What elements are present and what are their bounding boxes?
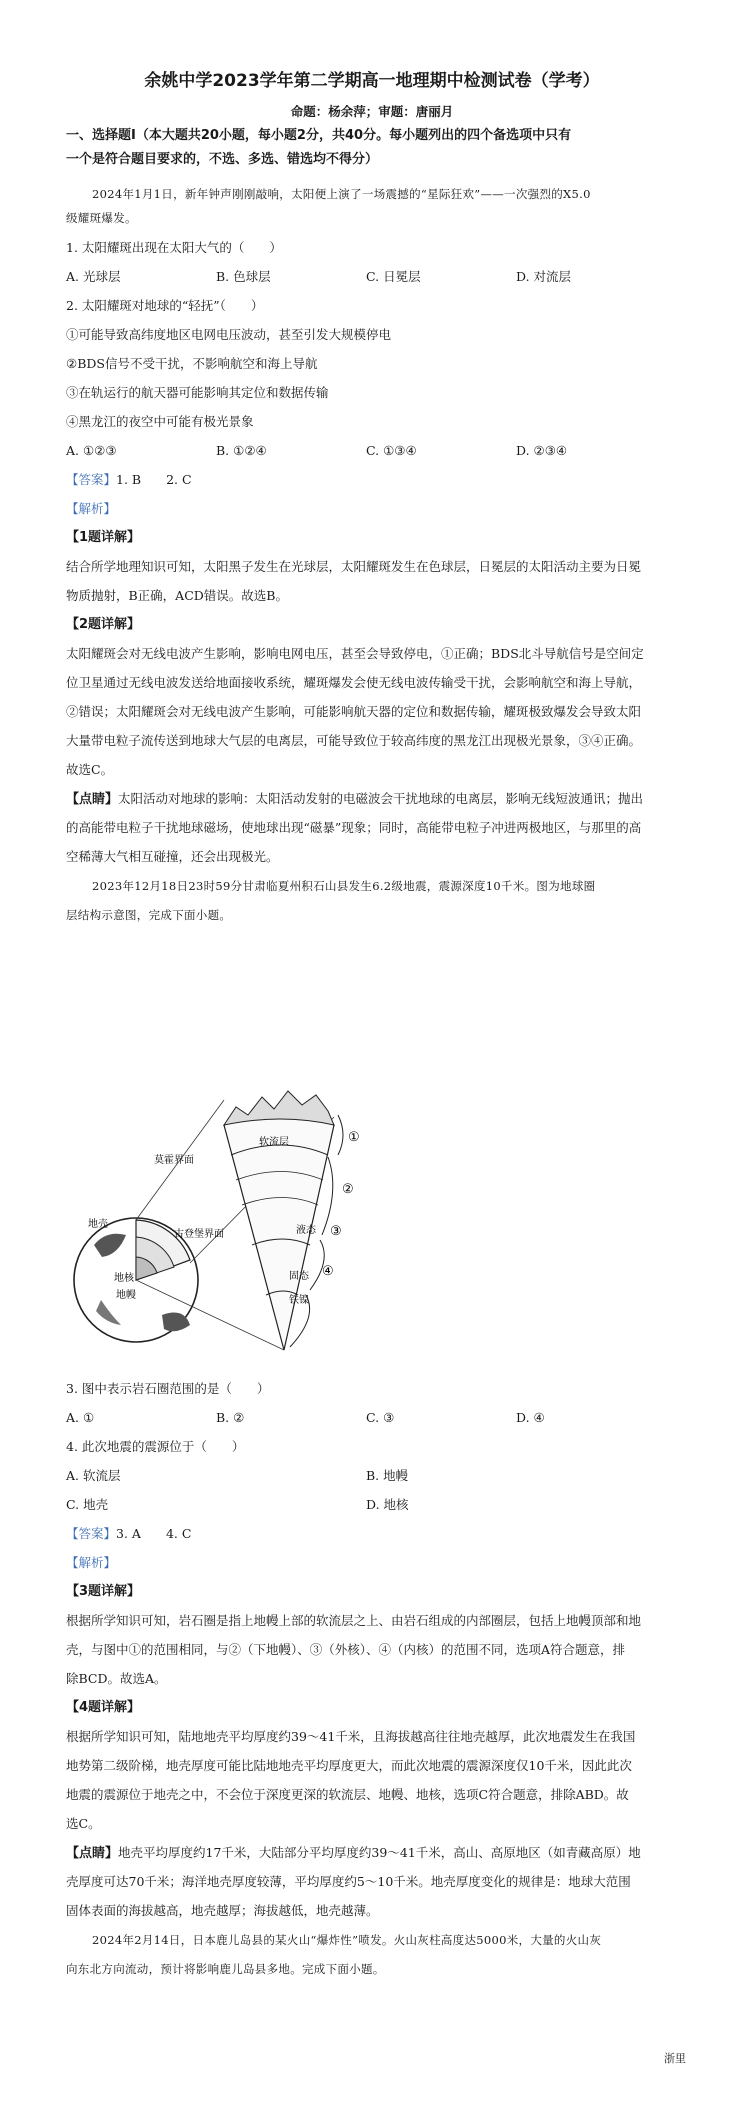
answer-line: [66, 1526, 686, 1542]
passage-intro: 2023年12月18日23时59分甘肃临夏州积石山县发生6.2级地震，震源深度10千米。图为地球圈: [92, 879, 596, 893]
q2-statement-3: ③在轨运行的航天器可能影响其定位和数据传输: [66, 385, 329, 400]
tip-text: 太阳活动对地球的影响：太阳活动发射的电磁波会干扰地球的电离层，影响无线短波通讯；抛出: [118, 791, 644, 806]
detail-2-line: 大量带电粒子流传送到地球大气层的电离层，可能导致位于较高纬度的黑龙江出现极光景象，③④正确。: [66, 733, 642, 748]
answer-tag: 【答案】: [66, 1526, 117, 1541]
exam-title: 余姚中学2023学年第二学期高一地理期中检测试卷（学考）: [144, 71, 600, 91]
tip-line: 空稀薄大气相互碰撞，还会出现极光。: [66, 849, 279, 864]
passage-intro: 2024年1月1日，新年钟声刚刚敲响，太阳便上演了一场震撼的“星际狂欢”——一次强烈的X5.0: [92, 187, 591, 201]
question-3: 3. 图中表示岩石圈范围的是（ ）: [66, 1381, 270, 1396]
bracket-1: [338, 1115, 343, 1155]
label-solid: 固态: [289, 1271, 309, 1282]
q2-option-d: D. ②③④: [516, 443, 568, 458]
tip-line: [66, 791, 686, 808]
detail-4-line: 选C。: [66, 1816, 101, 1831]
q4-option-d: D. 地核: [366, 1497, 409, 1512]
detail-2-line: 太阳耀斑会对无线电波产生影响，影响电网电压，甚至会导致停电，①正确；BDS北斗导航信号是空间定: [66, 646, 644, 661]
label-core: 地核: [114, 1273, 134, 1284]
q4-option-a: A. 软流层: [66, 1468, 121, 1483]
marker-2: ②: [342, 1182, 354, 1197]
tip-tag: 【点睛】: [66, 1846, 119, 1861]
detail-4-line: 地震的震源位于地壳之中，不会位于深度更深的软流层、地幔、地核，选项C符合题意，排除ABD。故: [66, 1787, 629, 1802]
q1-option-c: C. 日冕层: [366, 269, 421, 284]
q2-option-c: C. ①③④: [366, 443, 417, 458]
earth-structure-diagram: [66, 1085, 486, 1365]
exam-byline: 命题：杨余萍；审题：唐丽月: [290, 104, 454, 119]
answer-value: 3. A 4. C: [116, 1526, 192, 1541]
q1-option-a: A. 光球层: [66, 269, 121, 284]
passage-intro-cont: 级耀斑爆发。: [66, 211, 137, 225]
passage-intro-cont: 向东北方向流动，预计将影响鹿儿岛县多地。完成下面小题。: [66, 1962, 385, 1976]
q3-option-a: A. ①: [66, 1410, 95, 1425]
marker-1: ①: [348, 1130, 360, 1145]
detail-1-line: 结合所学地理知识可知，太阳黑子发生在光球层，太阳耀斑发生在色球层，日冕层的太阳活动主要为日冕: [66, 559, 642, 574]
question-4: 4. 此次地震的震源位于（ ）: [66, 1439, 245, 1454]
q2-statement-1: ①可能导致高纬度地区电网电压波动，甚至引发大规模停电: [66, 327, 392, 342]
tip-line: 的高能带电粒子干扰地球磁场，使地球出现“磁暴”现象；同时，高能带电粒子冲进两极地区，与那里的高: [66, 820, 642, 835]
label-liquid: 液态: [296, 1225, 316, 1236]
question-1: 1. 太阳耀斑出现在太阳大气的（ ）: [66, 240, 282, 255]
q1-option-b: B. 色球层: [216, 269, 271, 284]
detail-3-line: 壳，与图中①的范围相同，与②（下地幔）、③（外核）、④（内核）的范围不同，选项A符合题意，排: [66, 1642, 626, 1657]
label-gutenberg: 古登堡界面: [174, 1229, 224, 1240]
detail-2-line: 位卫星通过无线电波发送给地面接收系统，耀斑爆发会使无线电波传输受干扰，会影响航空和海上导航，: [66, 675, 642, 690]
detail-3-tag: 【3题详解】: [66, 1584, 141, 1599]
question-2: 2. 太阳耀斑对地球的“轻抚”（ ）: [66, 298, 264, 313]
tip-tag: 【点睛】: [66, 792, 119, 807]
analysis-tag: 【解析】: [66, 1555, 117, 1570]
section-heading: 一、选择题Ⅰ（本大题共20小题，每小题2分，共40分。每小题列出的四个备选项中只有: [66, 128, 572, 143]
detail-2-tag: 【2题详解】: [66, 617, 141, 632]
label-iron-nickel: 铁镍: [289, 1295, 309, 1306]
q2-option-a: A. ①②③: [66, 443, 117, 458]
q2-option-b: B. ①②④: [216, 443, 267, 458]
detail-1-line: 物质抛射，B正确，ACD错误。故选B。: [66, 588, 288, 603]
section-heading-cont: 一个是符合题目要求的，不选、多选、错选均不得分）: [66, 152, 379, 167]
detail-4-line: 地势第二级阶梯，地壳厚度可能比陆地地壳平均厚度更大，而此次地震的震源深度仅10千米，因此此次: [66, 1758, 632, 1773]
q4-option-b: B. 地幔: [366, 1468, 409, 1483]
q4-option-c: C. 地壳: [66, 1497, 109, 1512]
q2-statement-4: ④黑龙江的夜空中可能有极光景象: [66, 414, 254, 429]
detail-3-line: 根据所学知识可知，岩石圈是指上地幔上部的软流层之上、由岩石组成的内部圈层，包括上地幔顶部和地: [66, 1613, 642, 1628]
analysis-tag: 【解析】: [66, 501, 117, 516]
label-crust-globe: 地壳: [88, 1219, 108, 1230]
marker-3: ③: [330, 1224, 342, 1239]
q3-option-c: C. ③: [366, 1410, 395, 1425]
q3-option-b: B. ②: [216, 1410, 245, 1425]
label-mantle: 地幔: [116, 1290, 136, 1301]
label-asthenosphere: 软流层: [259, 1137, 289, 1148]
tip-line: 固体表面的海拔越高，地壳越厚；海拔越低，地壳越薄。: [66, 1903, 379, 1918]
detail-2-line: ②错误；太阳耀斑会对无线电波产生影响，可能影响航天器的定位和数据传输，耀斑极致爆发会导致太阳: [66, 704, 642, 719]
passage-intro: 2024年2月14日，日本鹿儿岛县的某火山“爆炸性”喷发。火山灰柱高度达5000米，大量的火山灰: [92, 1933, 602, 1947]
q2-statement-2: ②BDS信号不受干扰，不影响航空和海上导航: [66, 356, 318, 371]
passage-intro-cont: 层结构示意图，完成下面小题。: [66, 908, 232, 922]
tip-text: 地壳平均厚度约17千米，大陆部分平均厚度约39～41千米，高山、高原地区（如青藏高原）地: [118, 1845, 641, 1860]
page-footer: 浙里: [664, 2052, 686, 2065]
detail-2-line: 故选C。: [66, 762, 114, 777]
answer-tag: 【答案】: [66, 472, 117, 487]
answer-line: [66, 472, 686, 488]
answer-value: 1. B 2. C: [116, 472, 192, 487]
q3-option-d: D. ④: [516, 1410, 545, 1425]
detail-1-tag: 【1题详解】: [66, 530, 141, 545]
tip-line: [66, 1845, 686, 1862]
marker-4: ④: [322, 1264, 334, 1279]
detail-3-line: 除BCD。故选A。: [66, 1671, 167, 1686]
detail-4-tag: 【4题详解】: [66, 1700, 141, 1715]
tip-line: 壳厚度可达70千米；海洋地壳厚度较薄，平均厚度约5～10千米。地壳厚度变化的规律是：地球大范围: [66, 1874, 631, 1889]
label-moho: 莫霍界面: [154, 1155, 194, 1166]
q1-option-d: D. 对流层: [516, 269, 572, 284]
detail-4-line: 根据所学知识可知，陆地地壳平均厚度约39～41千米，且海拔越高往往地壳越厚，此次地震发生在我国: [66, 1729, 636, 1744]
